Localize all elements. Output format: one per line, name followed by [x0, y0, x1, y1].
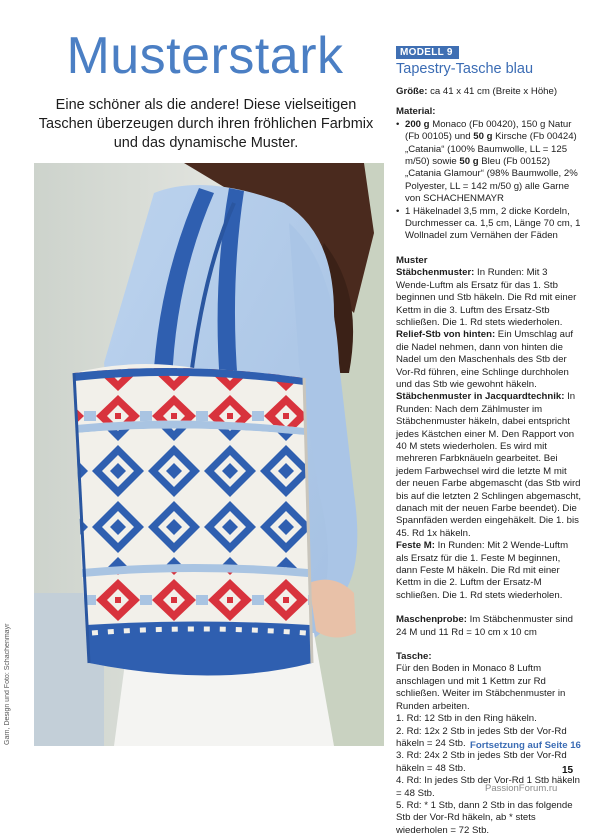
round-step: 2. Rd: 12x 2 Stb in jedes Stb der Vor-Rd häkeln = 24 Stb.: [396, 725, 567, 749]
page-number: 15: [562, 765, 574, 776]
gauge-paragraph: [396, 614, 582, 639]
pattern-text: In Runden: Nach dem Zählmuster im Stäbchenmuster häkeln, dabei entspricht jedes Kästchen einer M. Den Rapport von 40 M stets wiederholen. Es wird mit mehreren Farbknäueln gearbeitet. Bei jedem Farbwechsel wird die letzte M mit der neuen Farbe abgemascht (das Stb wird bis auf die letzten 2 Schlingen abgemascht, danach mit der neuen Farbe beendet). Die Spannfäden werden eingehäkelt. Die 1. bis 45. Rd 1x häkeln.: [396, 391, 582, 539]
bag-intro: Für den Boden in Monaco 8 Luftm anschlagen und mit 1 Kettm zur Rd schließen. Weiter im Stäbchenmuster in Runden arbeiten.: [396, 663, 566, 712]
pattern-paragraph: [396, 391, 582, 540]
gauge-label: Maschenprobe:: [396, 614, 467, 626]
pattern-paragraph: [396, 329, 582, 391]
tote-bag-illustration: [34, 163, 384, 746]
product-photo: [34, 163, 384, 746]
pattern-label: Stäbchenmuster:: [396, 267, 475, 279]
pattern-label: Stäbchenmuster in Jacquardtechnik:: [396, 391, 565, 403]
round-step: 1. Rd: 12 Stb in den Ring häkeln.: [396, 713, 537, 725]
material-amount: 50 g: [473, 131, 493, 143]
material-heading: Material:: [396, 106, 436, 118]
material-item: [396, 119, 582, 206]
gauge-text: Im Stäbchenmuster sind 24 M und 11 Rd = 10 cm x 10 cm: [396, 614, 574, 638]
photo-credit: Garn, Design und Foto: Schachenmayr: [4, 623, 11, 745]
round-step: 5. Rd: * 1 Stb, dann 2 Stb in das folgende Stb der Vor-Rd häkeln, ab * stets wiederholen = 72 Stb.: [396, 799, 573, 836]
instructions-column: [396, 42, 582, 837]
material-amount: 200 g: [405, 118, 430, 130]
pattern-text: In Runden: Mit 3 Wende-Luftm als Ersatz für das 1. Stb beginnen und Stb häkeln. Die Rd mit einer Kettm in die 3. Luftm des Ersatz-Stb schließen. Die 1. Rd stets wiederholen.: [396, 267, 577, 328]
pattern-label: Feste M:: [396, 540, 435, 552]
size-label: Größe:: [396, 86, 428, 97]
model-badge: MODELL 9: [396, 46, 459, 59]
continue-link[interactable]: Fortsetzung auf Seite 16: [470, 740, 581, 751]
pattern-text: Ein Umschlag auf die Nadel nehmen, dann von hinten die Nadel um den Maschenhals des Stb der Vor-Rd führen, eine Schlinge durchholen und das Stb wie gewohnt häkeln.: [396, 329, 573, 390]
round-step: 3. Rd: 24x 2 Stb in jedes Stb der Vor-Rd häkeln = 48 Stb.: [396, 750, 567, 774]
pattern-paragraph: [396, 267, 582, 329]
material-amount: 50 g: [459, 156, 479, 168]
pattern-label: Relief-Stb von hinten:: [396, 329, 496, 341]
material-text: Bleu (Fb 00152) „Catania Glamour“ (98% Baumwolle, 2% Polyester, LL = 142 m/50 g) alle Garne von SCHACHENMAYR: [405, 156, 578, 205]
intro-text: Eine schöner als die andere! Diese vielseitigen Taschen überzeugen durch ihren fröhlichen Farbmix und das dynamische Muster.: [38, 97, 374, 151]
page-title: Musterstark: [66, 27, 344, 85]
round-step: 4. Rd: In jedes Stb der Vor-Rd 1 Stb häkeln = 48 Stb.: [396, 775, 580, 799]
material-text: Monaco (Fb 00420), 150 g Natur (Fb 00105) und: [405, 118, 572, 143]
pattern-paragraph: [396, 540, 582, 602]
material-item: • 1 Häkelnadel 3,5 mm, 2 dicke Kordeln, Durchmesser ca. 1,5 cm, Länge 70 cm, 1 Wollnadel zum Vernähen der Fäden: [396, 206, 582, 243]
size-line: [396, 86, 582, 98]
material-text: Kirsche (Fb 00424) „Catania“ (100% Baumwolle, LL = 125 m/50) sowie: [405, 131, 577, 168]
model-title: Tapestry-Tasche blau: [396, 61, 534, 77]
bag-heading: Tasche:: [396, 651, 432, 663]
pattern-text: In Runden: Mit 2 Wende-Luftm als Ersatz für die 1. Feste M beginnen, dann Feste M häkeln. Die Rd mit einer Kettm in die 2. Luftm der Ersatz-M schließen. Die 1. Rd stets wiederholen.: [396, 540, 569, 601]
size-text: ca 41 x 41 cm (Breite x Höhe): [427, 86, 558, 97]
muster-heading: Muster: [396, 254, 428, 266]
watermark: PassionForum.ru: [485, 783, 558, 794]
